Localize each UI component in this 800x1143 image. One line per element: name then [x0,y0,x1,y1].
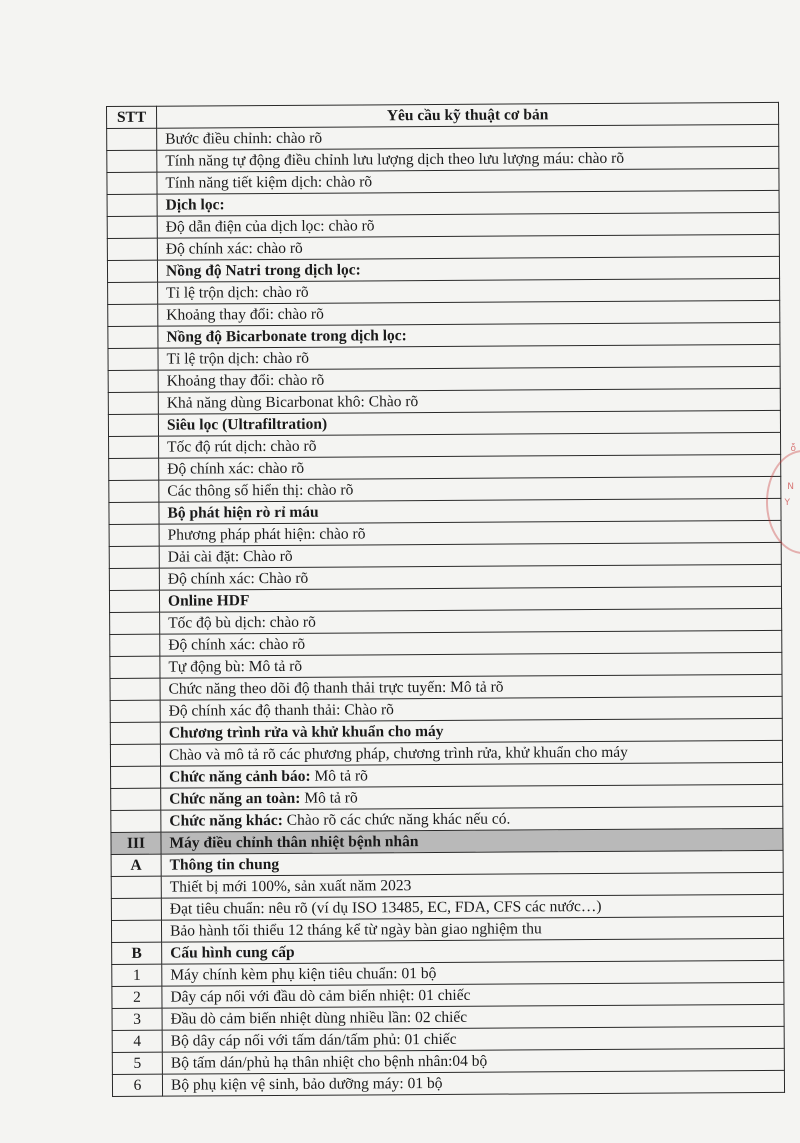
row-label: Chức năng cảnh báo: [169,767,311,786]
row-requirement: Độ chính xác: chào rõ [157,234,779,260]
row-stt [108,282,158,304]
row-stt: 2 [112,986,162,1008]
row-stt [108,414,158,436]
row-requirement: Tính năng tự động điều chỉnh lưu lượng dịch theo lưu lượng máu: chào rõ [157,146,779,172]
row-requirement: Bảo hành tối thiểu 12 tháng kể từ ngày bàn giao nghiệm thu [161,916,783,942]
row-requirement: Khả năng dùng Bicarbonat khô: Chào rõ [158,388,780,414]
row-requirement: Máy điều chỉnh thân nhiệt bệnh nhân [161,828,783,854]
row-value: Mô tả rõ [310,766,368,785]
row-stt: A [111,854,161,876]
stamp-fragment: ỗ N Y [770,440,800,560]
row-requirement: Online HDF [159,586,781,612]
row-requirement: Khoảng thay đổi: chào rõ [158,300,780,326]
row-stt [108,348,158,370]
row-requirement: Máy chính kèm phụ kiện tiêu chuẩn: 01 bộ [162,960,784,986]
row-stt [110,634,160,656]
row-stt: 5 [112,1052,162,1074]
row-requirement: Tự động bù: Mô tả rõ [160,652,782,678]
row-requirement: Bộ phụ kiện vệ sinh, bảo dưỡng máy: 01 bộ [162,1070,784,1096]
row-stt [109,568,159,590]
row-stt [107,194,157,216]
row-requirement: Đầu dò cảm biến nhiệt dùng nhiều lần: 02 chiếc [162,1004,784,1030]
row-requirement: Siêu lọc (Ultrafiltration) [158,410,780,436]
row-requirement: Các thông số hiển thị: chào rõ [159,476,781,502]
row-requirement: Phương pháp phát hiện: chào rõ [159,520,781,546]
row-stt [109,458,159,480]
row-stt [107,216,157,238]
row-stt [107,172,157,194]
row-requirement: Độ chính xác: Chào rõ [159,564,781,590]
row-stt [110,700,160,722]
row-stt [108,326,158,348]
row-stt [110,656,160,678]
row-requirement: Thông tin chung [161,850,783,876]
row-stt [110,612,160,634]
row-stt [111,920,161,942]
row-stt [107,128,157,150]
row-value: Chào rõ các chức năng khác nếu có. [282,810,511,829]
row-requirement: Tỉ lệ trộn dịch: chào rõ [158,344,780,370]
row-stt: 6 [112,1074,162,1096]
row-stt: 4 [112,1030,162,1052]
row-requirement: Bộ phát hiện rò rỉ máu [159,498,781,524]
row-stt: B [112,942,162,964]
row-stt [110,744,160,766]
row-stt [107,150,157,172]
row-stt [111,876,161,898]
requirements-table [106,102,785,1097]
row-stt: III [111,832,161,854]
row-stt [109,480,159,502]
row-requirement: Đạt tiêu chuẩn: nêu rõ (ví dụ ISO 13485, EC, FDA, CFS các nước…) [161,894,783,920]
row-requirement: Cấu hình cung cấp [162,938,784,964]
row-label: Chức năng an toàn: [169,789,301,808]
row-label: Chức năng khác: [169,811,283,830]
row-stt [109,524,159,546]
row-stt [109,590,159,612]
row-stt: 1 [112,964,162,986]
row-requirement: Tính năng tiết kiệm dịch: chào rõ [157,168,779,194]
row-requirement: Dải cài đặt: Chào rõ [159,542,781,568]
row-stt [111,810,161,832]
row-stt [110,678,160,700]
row-requirement: Chào và mô tả rõ các phương pháp, chương trình rửa, khử khuẩn cho máy [160,740,782,766]
row-requirement: Chương trình rửa và khử khuẩn cho máy [160,718,782,744]
row-stt [108,392,158,414]
row-stt [109,436,159,458]
row-requirement: Độ chính xác độ thanh thải: Chào rõ [160,696,782,722]
row-requirement: Bước điều chỉnh: chào rõ [157,124,779,150]
row-requirement: Thiết bị mới 100%, sản xuất năm 2023 [161,872,783,898]
row-requirement: Nồng độ Bicarbonate trong dịch lọc: [158,322,780,348]
row-requirement: Dây cáp nối với đầu dò cảm biến nhiệt: 01 chiếc [162,982,784,1008]
row-stt: 3 [112,1008,162,1030]
row-stt [108,370,158,392]
row-stt [107,260,157,282]
row-requirement: Tỉ lệ trộn dịch: chào rõ [158,278,780,304]
header-requirement: Yêu cầu kỹ thuật cơ bản [157,102,779,128]
row-value: Mô tả rõ [300,788,358,807]
row-stt [111,788,161,810]
row-stt [111,898,161,920]
row-stt [107,238,157,260]
row-requirement: Dịch lọc: [157,190,779,216]
row-requirement: Độ dẫn điện của dịch lọc: chào rõ [157,212,779,238]
row-requirement: Tốc độ bù dịch: chào rõ [160,608,782,634]
row-requirement: Nồng độ Natri trong dịch lọc: [157,256,779,282]
row-requirement: Bộ tấm dán/phủ hạ thân nhiệt cho bệnh nhân:04 bộ [162,1048,784,1074]
row-stt [108,304,158,326]
row-requirement: Khoảng thay đổi: chào rõ [158,366,780,392]
row-stt [109,546,159,568]
row-requirement: Bộ dây cáp nối với tấm dán/tấm phủ: 01 chiếc [162,1026,784,1052]
row-stt [111,766,161,788]
row-requirement: Tốc độ rút dịch: chào rõ [159,432,781,458]
row-requirement: Độ chính xác: chào rõ [160,630,782,656]
row-stt [109,502,159,524]
row-requirement: Độ chính xác: chào rõ [159,454,781,480]
row-stt [110,722,160,744]
table-body [107,124,785,1096]
row-requirement: Chức năng theo dõi độ thanh thải trực tuyến: Mô tả rõ [160,674,782,700]
header-stt: STT [107,106,157,128]
table-row [112,1070,784,1096]
